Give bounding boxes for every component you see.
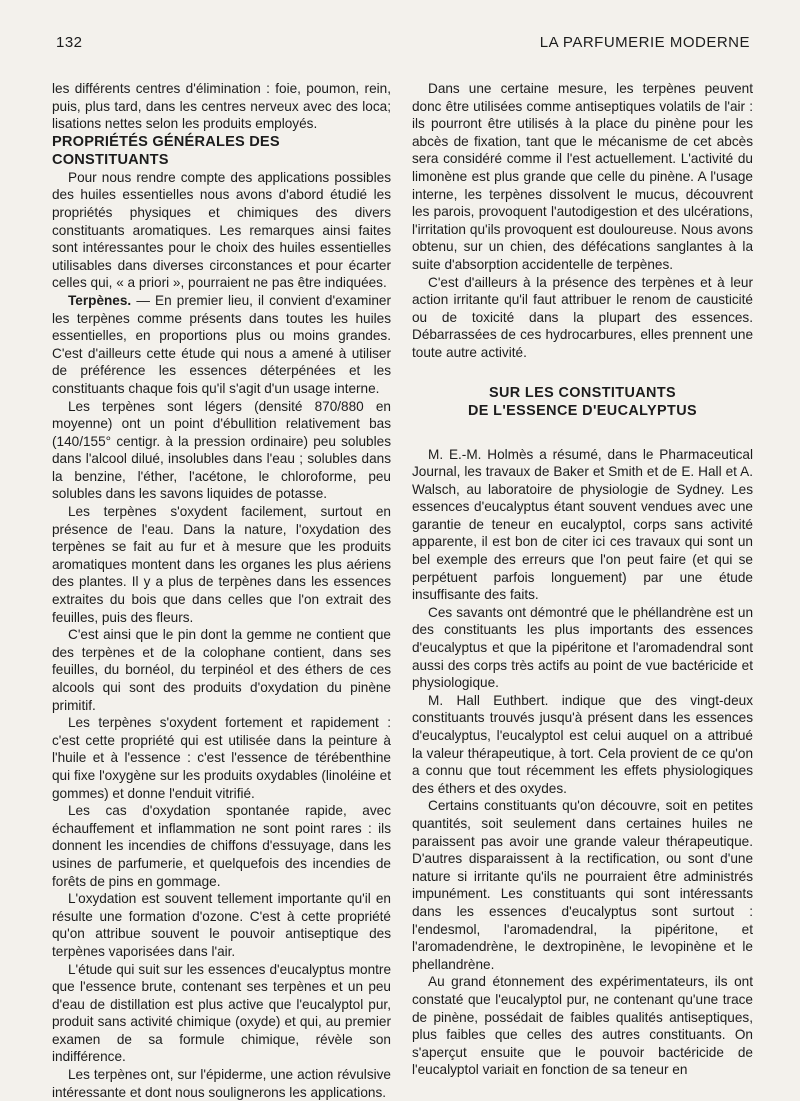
paragraph: M. Hall Euthbert. indique que des vingt-deux constituants trouvés jusqu'à présent dans les essences d'eucalyptus, l'eucalyptol est celui auquel on a attribué la valeur thérapeutique, à tort. Cela provient de ce qu'on a connu que tout récemment les effets physiologiques des éthers et des oxydes. bbox=[412, 692, 753, 796]
paragraph: C'est d'ailleurs à la présence des terpènes et à leur action irritante qu'il faut attribuer le renom de causticité ou de toxicité dans la plupart des essences. Débarrassées de ces hydrocarbures, elles prennent une toute autre activité. bbox=[412, 274, 753, 360]
paragraph: Les terpènes s'oxydent facilement, surtout en présence de l'eau. Dans la nature, l'oxydation des terpènes se fait au fur et à mesure que les produits aromatiques montent dans les organes les plus aériens des plantes. Il y a plus de terpènes dans les essences extraites du bois que dans celles que l'on extrait des feuilles, puis des fleurs. bbox=[52, 504, 391, 625]
paragraph: Les terpènes sont légers (densité 870/880 en moyenne) ont un point d'ébullition relativement bas (140/155° centigr. à la pression ordinaire) peu solubles dans l'alcool dilué, insolubles dans l'eau ; solubles dans la benzine, l'éther, l'acétone, le chloroforme, peu solubles dans les savons liquides de potasse. bbox=[52, 398, 391, 502]
page-header bbox=[56, 34, 750, 54]
paragraph: M. E.-M. Holmès a résumé, dans le Pharmaceutical Journal, les travaux de Baker et Smith et de E. Hall et A. Walsch, au laboratoire de physiologie de Sydney. Les essences d'eucalyptus étant souvent vendues avec une garantie de teneur en eucalyptol, corps sans activité apparente, il est bon de citer ici ces travaux qui sont un bel exemple des erreurs que l'on peut faire (et qui se perpétuent parfois longuement) par une étude insuffisante des faits. bbox=[412, 446, 753, 603]
paragraph: C'est ainsi que le pin dont la gemme ne contient que des terpènes et de la colophane contient, dans ses feuilles, du bornéol, du terpinéol et des éthers de ces alcools qui sont des produits d'oxydation du pinène primitif. bbox=[52, 627, 391, 713]
page-number: 132 bbox=[56, 34, 83, 51]
heading-line: SUR LES CONSTITUANTS bbox=[488, 384, 677, 401]
section-heading bbox=[412, 384, 753, 420]
left-column bbox=[52, 80, 391, 1101]
paragraph-text: — En premier lieu, il convient d'examiner les terpènes comme présents dans toutes les huiles essentielles, en proportions plus ou moins grandes. C'est d'ailleurs cette étude qui nous a amené à utiliser de préférence les essences déterpénées et les constituants chaque fois qu'il s'agit d'un usage interne. bbox=[52, 292, 391, 396]
paragraph: L'oxydation est souvent tellement importante qu'il en résulte une formation d'ozone. C'est à cette propriété qu'on attribue souvent le pouvoir antiseptique des terpènes vaporisées dans l'air. bbox=[52, 891, 391, 959]
paragraph: Certains constituants qu'on découvre, soit en petites quantités, soit seulement dans certaines huiles ne paraissent pas avoir une grande valeur thérapeutique. D'autres disparaissent à la rectification, ou sont d'une nature si irritante qu'ils ne pourraient être administrés impunément. Les constituants qui sont intéressants dans les essences d'eucalyptus sont surtout : l'endesmol, l'aromadendral, la pipéritone, et l'aromadendrène, le dextropinène, le levopinène et le phellandrène. bbox=[412, 798, 753, 972]
running-title: LA PARFUMERIE MODERNE bbox=[539, 34, 750, 51]
section-heading: PROPRIÉTÉS GÉNÉRALES DES CONSTITUANTS bbox=[52, 133, 280, 168]
paragraph: Au grand étonnement des expérimentateurs, ils ont constaté que l'eucalyptol pur, ne contenant qu'une trace de pinène, possédait de faibles qualités antiseptiques, plus faibles que celles des autres constituants. On s'aperçut ensuite que le pouvoir bactéricide de l'eucalyptol variait en fonction de sa teneur en bbox=[412, 974, 753, 1078]
paragraph: Dans une certaine mesure, les terpènes peuvent donc être utilisées comme antiseptiques volatils de l'air : ils pourront être utilisés à la place du pinène pour les abcès de fixation, tant que le mécanisme de cet abcès sera considéré comme il l'est actuellement. L'activité du limonène est plus grande que celle du pinène. A l'usage interne, les terpènes dissolvent le mucus, découvrent les parois, provoquent l'autodigestion et des ulcérations, l'irritation qu'ils provoquent est douloureuse. Nous avons obtenu, sur un chien, des défécations sanglantes à la suite d'absorption accidentelle de terpènes. bbox=[412, 81, 753, 272]
run-in-heading: Terpènes. bbox=[68, 292, 132, 308]
paragraph: L'étude qui suit sur les essences d'eucalyptus montre que l'essence brute, contenant ses terpènes et un peu d'eau de distillation est plus active que l'eucalyptol pur, produit sans activité chimique (oxyde) et qui, au premier examen de sa formule chimique, révèle son indifférence. bbox=[52, 961, 391, 1065]
spacer bbox=[412, 420, 753, 446]
paragraph: Ces savants ont démontré que le phéllandrène est un des constituants les plus importants des essences d'eucalyptus et que la pipéritone et l'aromadendral sont aussi des corps très actifs au point de vue bactéricide et physiologique. bbox=[412, 604, 753, 691]
paragraph: Pour nous rendre compte des applications possibles des huiles essentielles nous avons d'abord étudié les propriétés physiques et chimiques des divers constituants aromatiques. Les remarques ainsi faites sont intéressantes pour le choix des huiles essentielles utilisables dans diverses circonstances et pour écarter celles qui, « a priori », pourraient ne pas être indiquées. bbox=[52, 169, 391, 291]
paragraph-terpenes bbox=[52, 292, 391, 398]
paragraph: Les cas d'oxydation spontanée rapide, avec échauffement et inflammation ne sont point rares : ils donnent les incendies de chiffons d'essuyage, dans les usines de parfumerie, et quelquefois des incendies de forêts de pins en gommage. bbox=[52, 803, 391, 889]
paragraph: les différents centres d'élimination : foie, poumon, rein, puis, plus tard, dans les centres nerveux avec des loca; lisations nettes selon les produits employés. bbox=[52, 81, 391, 132]
paragraph: Les terpènes s'oxydent fortement et rapidement : c'est cette propriété qui est utilisée dans la peinture à l'huile et à l'essence : c'est l'essence de térébenthine qui fixe l'oxygène sur les produits oxydables (linoléine et gommes) et donne l'enduit vitrifié. bbox=[52, 715, 391, 801]
paragraph: Les terpènes ont, sur l'épiderme, une action révulsive intéressante et dont nous soulignerons les applications. bbox=[52, 1067, 391, 1100]
heading-line: DE L'ESSENCE D'EUCALYPTUS bbox=[467, 402, 697, 419]
right-column bbox=[412, 80, 753, 1079]
